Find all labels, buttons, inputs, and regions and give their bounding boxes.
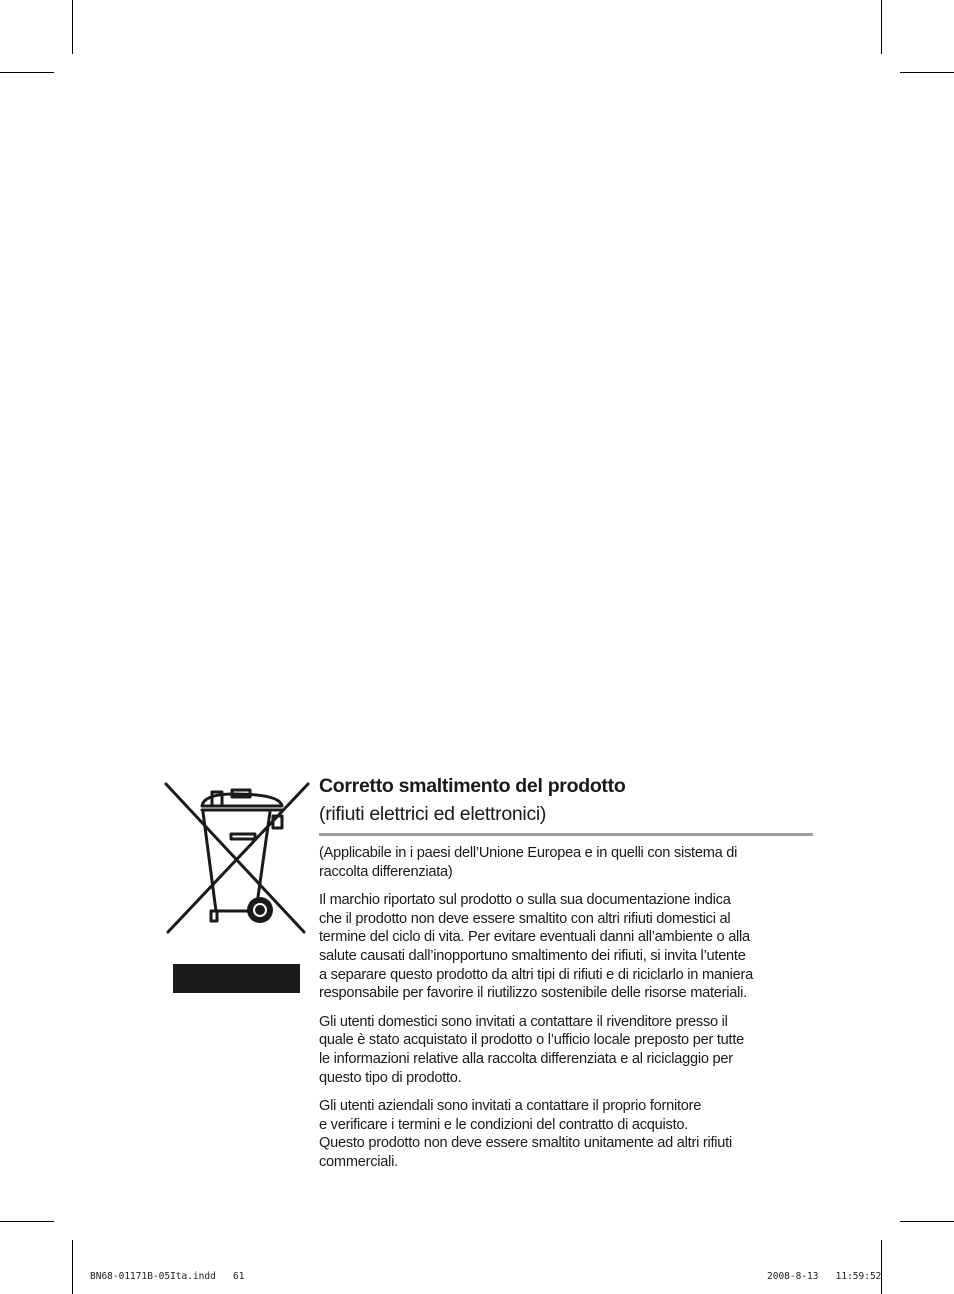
disposal-section <box>319 773 813 1182</box>
paragraph-business-users: Gli utenti aziendali sono invitati a contattare il proprio fornitore e verificare i termini e le condizioni del contratto di acquisto. Questo prodotto non deve essere smaltito unitamente ad altri rifiuti commerciali. <box>319 1098 732 1170</box>
symbol-black-bar <box>173 964 300 993</box>
crossed-out-wheelie-bin-icon <box>160 778 310 938</box>
print-slug-file: BN68-01171B-05Ita.indd 61 <box>90 1271 245 1282</box>
paragraph-applicability: (Applicabile in i paesi dell’Unione Europea e in quelli con sistema di raccolta differenziata) <box>319 845 738 880</box>
crop-mark-bottom-left-vertical <box>72 1240 73 1294</box>
section-title: Corretto smaltimento del prodotto <box>319 775 626 797</box>
crop-mark-top-left-vertical <box>72 0 73 54</box>
crop-mark-top-right-horizontal <box>900 72 954 73</box>
title-underline-rule <box>319 833 813 836</box>
paragraph-marking-info: Il marchio riportato sul prodotto o sulla sua documentazione indica che il prodotto non deve essere smaltito con altri rifiuti domestici al termine del ciclo di vita. Per evitare eventuali danni all’ambiente o alla salute causati dall’inopportuno smaltimento dei rifiuti, si invita l’utente a separare questo prodotto da altri tipi di rifiuti e di riciclarlo in maniera responsabile per favorire il riutilizzo sostenibile delle risorse materiali. <box>319 892 753 1002</box>
crop-mark-bottom-right-vertical <box>881 1240 882 1294</box>
crop-mark-top-right-vertical <box>881 0 882 54</box>
crop-mark-bottom-left-horizontal <box>0 1221 54 1222</box>
paragraph-household-users: Gli utenti domestici sono invitati a contattare il rivenditore presso il quale è stato acquistato il prodotto o l’ufficio locale preposto per tutte le informazioni relative alla raccolta differenziata e al riciclaggio per questo tipo di prodotto. <box>319 1013 744 1086</box>
crop-mark-bottom-right-horizontal <box>900 1221 954 1222</box>
crop-mark-top-left-horizontal <box>0 72 54 73</box>
section-subtitle: (rifiuti elettrici ed elettronici) <box>319 803 547 825</box>
print-slug-datetime: 2008-8-13 11:59:52 <box>767 1271 882 1282</box>
